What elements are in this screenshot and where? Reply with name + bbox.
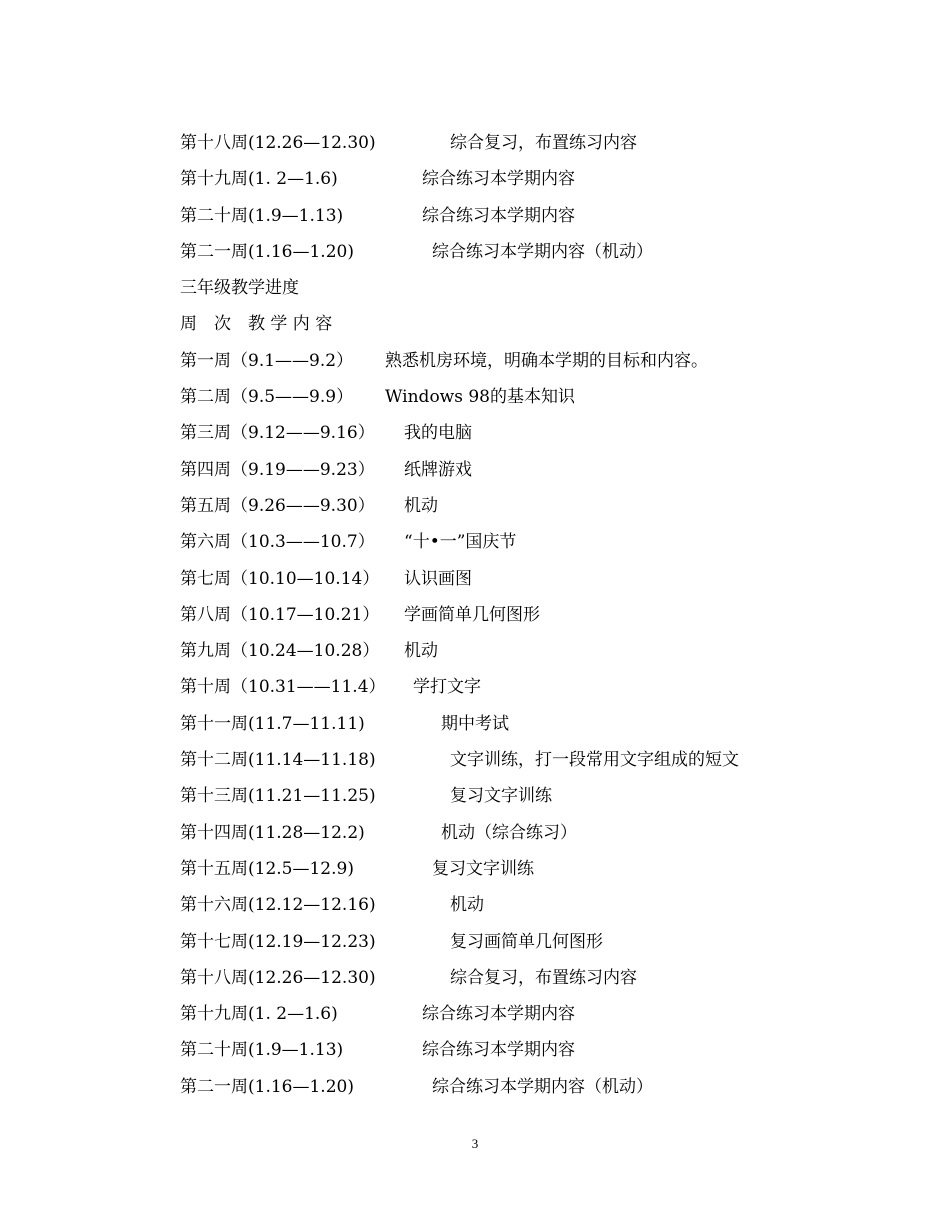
schedule-line: [180, 530, 880, 566]
week-label: 第二一周(1.16—1.20): [180, 241, 354, 262]
schedule-line: [180, 567, 880, 603]
schedule-line: [180, 1002, 880, 1038]
schedule-line: [180, 603, 880, 639]
week-label: 第十六周(12.12—12.16): [180, 895, 376, 916]
page-number: 3: [471, 1136, 479, 1151]
week-label: 第十九周(1. 2—1.6): [180, 1004, 338, 1025]
schedule-line: [180, 1038, 880, 1074]
schedule-line: [180, 748, 880, 784]
week-label: 第二周（9.5——9.9）: [180, 387, 354, 408]
week-content: 期中考试: [441, 713, 509, 734]
week-content: 机动: [450, 895, 484, 916]
week-label: 第十二周(11.14—11.18): [180, 750, 376, 771]
schedule-line: [180, 458, 880, 494]
week-content: 文字训练，打一段常用文字组成的短文: [450, 750, 739, 771]
schedule-line: [180, 784, 880, 820]
week-label: 第五周（9.26——9.30）: [180, 495, 375, 516]
schedule-line: [180, 712, 880, 748]
week-content: 综合练习本学期内容: [422, 1040, 575, 1061]
week-label: 第七周（10.10—10.14）: [180, 568, 380, 589]
week-label: 第十八周(12.26—12.30): [180, 967, 376, 988]
week-content: Windows 98的基本知识: [385, 387, 575, 408]
week-content: 机动: [404, 641, 438, 662]
column-header: [180, 312, 880, 348]
schedule-line: [180, 204, 880, 240]
week-content: 综合练习本学期内容: [422, 169, 575, 190]
schedule-lines: [180, 131, 880, 1111]
week-label: 第十一周(11.7—11.11): [180, 713, 365, 734]
week-label: 第十四周(11.28—12.2): [180, 822, 365, 843]
schedule-line: [180, 930, 880, 966]
week-content: 综合练习本学期内容: [422, 1004, 575, 1025]
week-content: 学画简单几何图形: [404, 604, 540, 625]
week-label: 第十三周(11.21—11.25): [180, 786, 376, 807]
schedule-line: [180, 857, 880, 893]
schedule-line: [180, 821, 880, 857]
week-label: 第二一周(1.16—1.20): [180, 1076, 354, 1097]
week-label: 第一周（9.1——9.2）: [180, 350, 354, 371]
schedule-line: [180, 893, 880, 929]
schedule-line: [180, 1075, 880, 1111]
week-content: 综合复习，布置练习内容: [450, 967, 637, 988]
week-label: 第二十周(1.9—1.13): [180, 1040, 344, 1061]
week-content: 综合练习本学期内容（机动）: [432, 241, 653, 262]
schedule-line: [180, 131, 880, 167]
schedule-line: [180, 349, 880, 385]
week-label: 第十七周(12.19—12.23): [180, 931, 376, 952]
schedule-line: [180, 240, 880, 276]
schedule-line: [180, 675, 880, 711]
week-content: 复习文字训练: [450, 786, 552, 807]
week-label: 第三周（9.12——9.16）: [180, 423, 375, 444]
week-label: 第十九周(1. 2—1.6): [180, 169, 338, 190]
week-content: 认识画图: [404, 568, 472, 589]
schedule-line: [180, 421, 880, 457]
week-label: 第十五周(12.5—12.9): [180, 858, 354, 879]
schedule-line: [180, 385, 880, 421]
week-label: 第八周（10.17—10.21）: [180, 604, 380, 625]
week-content: 复习文字训练: [432, 858, 534, 879]
schedule-line: [180, 167, 880, 203]
week-content: 综合复习，布置练习内容: [450, 133, 637, 153]
week-content: 机动: [404, 495, 438, 516]
week-label: 第六周（10.3——10.7）: [180, 532, 375, 553]
week-label: 第二十周(1.9—1.13): [180, 205, 344, 226]
schedule-line: [180, 494, 880, 530]
week-content: 学打文字: [413, 677, 481, 698]
week-content: 纸牌游戏: [404, 459, 472, 480]
section-heading: [180, 276, 880, 312]
week-label: 第九周（10.24—10.28）: [180, 641, 380, 662]
grade-schedule-title: 三年级教学进度: [180, 278, 299, 299]
schedule-line: [180, 639, 880, 675]
week-content: “十•一”国庆节: [404, 532, 517, 553]
schedule-line: [180, 966, 880, 1002]
week-content: 复习画简单几何图形: [450, 931, 603, 952]
week-label: 第十八周(12.26—12.30): [180, 133, 376, 153]
week-content: 机动（综合练习）: [441, 822, 577, 843]
week-label: 第四周（9.19——9.23）: [180, 459, 375, 480]
week-content: 综合练习本学期内容: [422, 205, 575, 226]
column-header-text: 周 次 教 学 内 容: [180, 314, 333, 335]
week-content: 综合练习本学期内容（机动）: [432, 1076, 653, 1097]
week-content: 熟悉机房环境，明确本学期的目标和内容。: [385, 350, 708, 371]
week-label: 第十周（10.31——11.4）: [180, 677, 386, 698]
week-content: 我的电脑: [404, 423, 472, 444]
